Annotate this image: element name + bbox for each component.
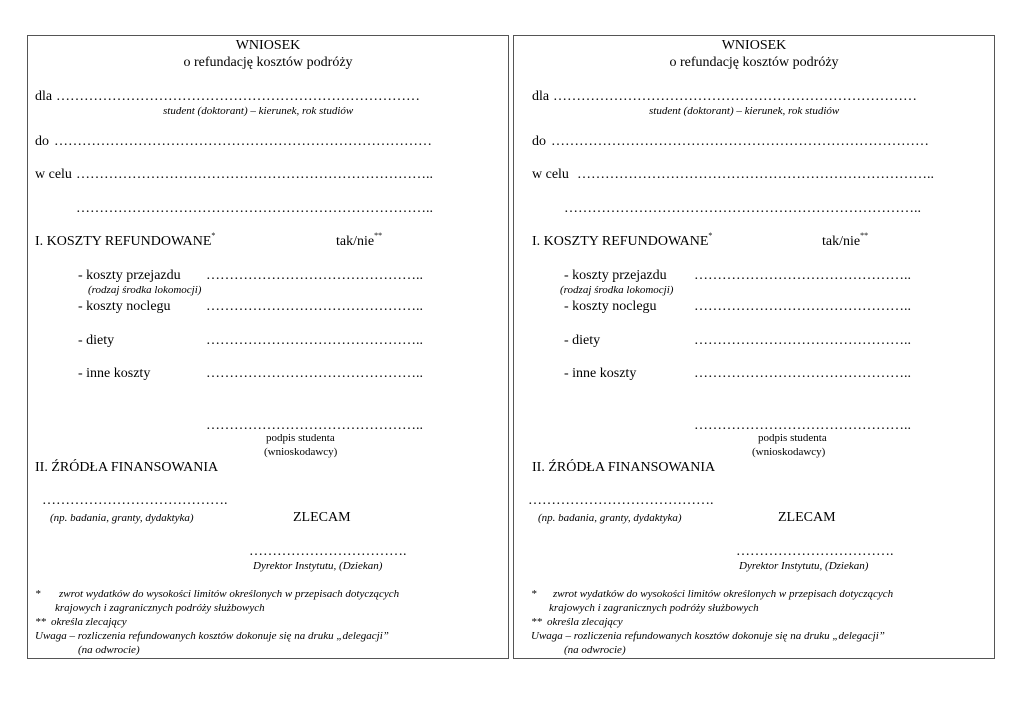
director-signature-field[interactable]: ……………………………. [736,544,894,559]
director-label: Dyrektor Instytutu, (Dziekan) [739,560,869,572]
funding-hint: (np. badania, granty, dydaktyka) [50,512,194,524]
cost-lodging-label: - koszty noclegu [78,299,171,314]
director-signature-field[interactable]: ……………………………. [249,544,407,559]
signature-field[interactable]: ……………………………………….. [694,418,911,433]
form-title: WNIOSEK [721,38,787,53]
signature-sublabel: (wnioskodawcy) [264,446,338,458]
form-subtitle: o refundację kosztów podróży [669,55,839,70]
taknie-header: tak/nie** [822,231,869,249]
funding-hint: (np. badania, granty, dydaktyka) [538,512,682,524]
signature-label: podpis studenta [266,432,335,444]
note-text-cont: (na odwrocie) [78,644,140,656]
cost-lodging-field[interactable]: ……………………………………….. [694,299,911,314]
dla-hint: student (doktorant) – kierunek, rok studiów [649,105,840,117]
footnote-1-mark: * [35,588,41,600]
cel-field[interactable]: ………………………………………………………………….. [76,167,433,182]
cost-lodging-label: - koszty noclegu [564,299,657,314]
cost-travel-hint: (rodzaj środka lokomocji) [560,284,674,296]
cost-travel-label: - koszty przejazdu [78,268,181,283]
footnote-2-text: określa zlecający [547,616,623,628]
director-label: Dyrektor Instytutu, (Dziekan) [253,560,383,572]
cost-diet-label: - diety [78,333,115,348]
do-field[interactable]: ……………………………………………………………………… [551,134,929,149]
funding-field[interactable]: …………………………………. [528,493,714,508]
note-text: Uwaga – rozliczenia refundowanych kosztów dokonuje się na druku „delegacji” [531,630,885,642]
cel-field-2[interactable]: ………………………………………………………………….. [564,201,921,216]
do-label: do [532,134,546,149]
cost-travel-label: - koszty przejazdu [564,268,667,283]
cost-travel-field[interactable]: ……………………………………….. [694,268,911,283]
dla-label: dla [35,89,53,104]
dla-hint: student (doktorant) – kierunek, rok studiów [163,105,354,117]
section-koszty-title: I. KOSZTY REFUNDOWANE* [532,231,713,249]
form-subtitle: o refundację kosztów podróży [183,55,353,70]
dla-field[interactable]: …………………………………………………………………… [553,89,917,104]
cost-other-label: - inne koszty [564,366,637,381]
do-label: do [35,134,49,149]
cost-other-field[interactable]: ……………………………………….. [206,366,423,381]
footnote-1-text: zwrot wydatków do wysokości limitów określonych w przepisach dotyczących [553,588,894,600]
footnote-1-text: zwrot wydatków do wysokości limitów określonych w przepisach dotyczących [59,588,400,600]
footnote-ref-mark: ** [860,231,869,240]
zlecam-label: ZLECAM [293,510,351,525]
note-text-cont: (na odwrocie) [564,644,626,656]
cel-field-2[interactable]: ………………………………………………………………….. [76,201,433,216]
footnote-1-text-cont: krajowych i zagranicznych podróży służbowych [549,602,759,614]
form-title: WNIOSEK [235,38,301,53]
form-left [27,35,509,659]
dla-label: dla [532,89,550,104]
cel-label: w celu [532,167,569,182]
cost-diet-label: - diety [564,333,601,348]
zlecam-label: ZLECAM [778,510,836,525]
signature-field[interactable]: ……………………………………….. [206,418,423,433]
funding-field[interactable]: …………………………………. [42,493,228,508]
section-zrodla-title: II. ŹRÓDŁA FINANSOWANIA [35,460,219,475]
footnote-1-text-cont: krajowych i zagranicznych podróży służbowych [55,602,265,614]
footnote-ref-mark: * [708,231,713,240]
form-right [513,35,995,659]
footnote-ref-mark: ** [374,231,383,240]
section-koszty-title: I. KOSZTY REFUNDOWANE* [35,231,216,249]
cel-label: w celu [35,167,72,182]
cost-other-label: - inne koszty [78,366,151,381]
note-text: Uwaga – rozliczenia refundowanych kosztów dokonuje się na druku „delegacji” [35,630,389,642]
taknie-header: tak/nie** [336,231,383,249]
signature-sublabel: (wnioskodawcy) [752,446,826,458]
do-field[interactable]: ……………………………………………………………………… [54,134,432,149]
cost-diet-field[interactable]: ……………………………………….. [694,333,911,348]
cost-lodging-field[interactable]: ……………………………………….. [206,299,423,314]
footnote-2-mark: ** [35,616,46,628]
section-zrodla-title: II. ŹRÓDŁA FINANSOWANIA [532,460,716,475]
cost-travel-hint: (rodzaj środka lokomocji) [88,284,202,296]
cost-travel-field[interactable]: ……………………………………….. [206,268,423,283]
cost-diet-field[interactable]: ……………………………………….. [206,333,423,348]
cel-field[interactable]: ………………………………………………………………….. [577,167,934,182]
cost-other-field[interactable]: ……………………………………….. [694,366,911,381]
footnote-1-mark: * [531,588,537,600]
footnote-2-text: określa zlecający [51,616,127,628]
dla-field[interactable]: …………………………………………………………………… [56,89,420,104]
signature-label: podpis studenta [758,432,827,444]
footnote-2-mark: ** [531,616,542,628]
footnote-ref-mark: * [211,231,216,240]
